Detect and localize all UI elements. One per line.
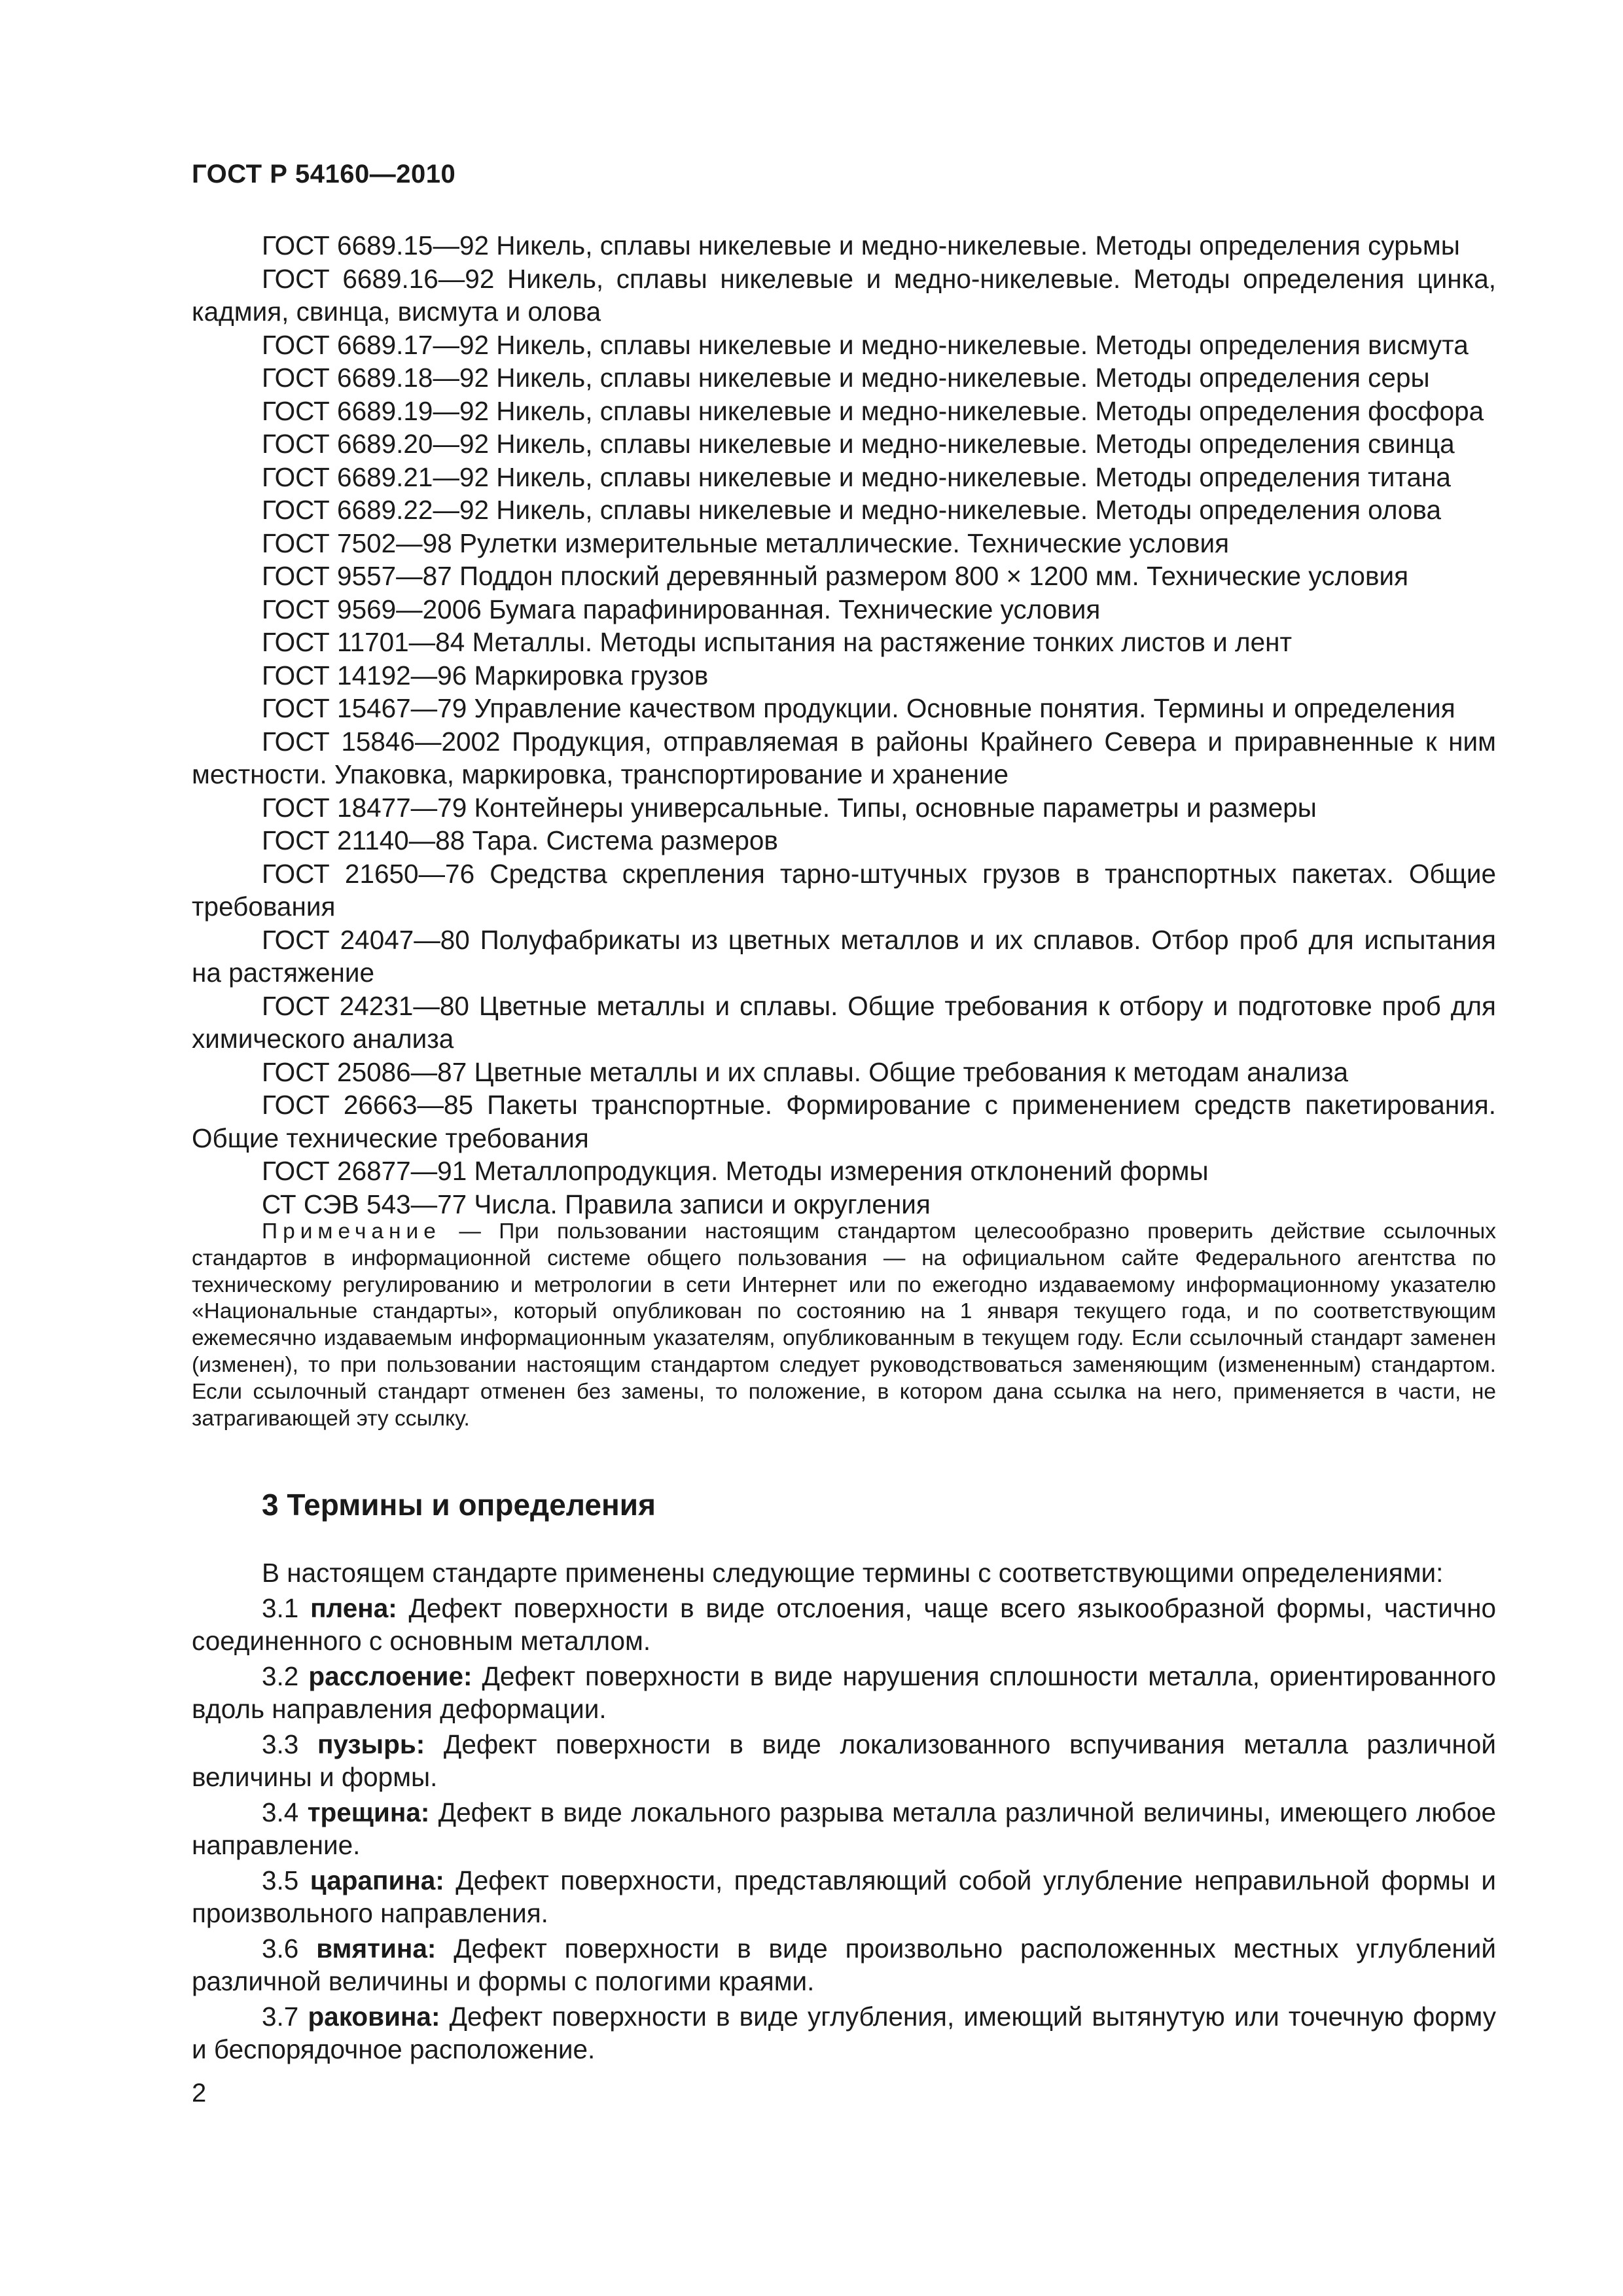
- term-definition: Дефект поверхности в виде углубления, имеющий вытянутую или точечную форму и беспорядочное расположение.: [192, 2001, 1496, 2064]
- reference-item: ГОСТ 9569—2006 Бумага парафинированная. Технические условия: [262, 594, 1101, 624]
- reference-item: ГОСТ 24047—80 Полуфабрикаты из цветных металлов и их сплавов. Отбор проб для испытания на растяжение: [192, 924, 1496, 988]
- references-note: [192, 1219, 1496, 1432]
- term-number: 3.1: [262, 1592, 299, 1623]
- term-number: 3.3: [262, 1729, 299, 1759]
- term-definition: Дефект поверхности в виде произвольно расположенных местных углублений различной величины и формы с пологими краями.: [192, 1933, 1496, 1996]
- standard-designation-header: ГОСТ Р 54160—2010: [192, 160, 456, 188]
- reference-item: ГОСТ 6689.19—92 Никель, сплавы никелевые и медно-никелевые. Методы определения фосфора: [262, 395, 1484, 426]
- term-definition: Дефект поверхности, представляющий собой углубление неправильной формы и произвольного направления.: [192, 1865, 1496, 1928]
- reference-item: ГОСТ 6689.21—92 Никель, сплавы никелевые и медно-никелевые. Методы определения титана: [262, 461, 1451, 492]
- term-number: 3.4: [262, 1797, 299, 1827]
- term-name: пузырь:: [317, 1729, 425, 1759]
- reference-item: ГОСТ 26877—91 Металлопродукция. Методы измерения отклонений формы: [262, 1156, 1209, 1186]
- reference-item: СТ СЭВ 543—77 Числа. Правила записи и округления: [262, 1189, 931, 1219]
- note-text: — При пользовании настоящим стандартом целесообразно проверить действие ссылочных стандартов в информационной системе общего пользования — на официальном сайте Федерального агентства по техническому регулированию и метрологии в сети Интернет или по ежегодно издаваемому информационному указателю «Национальные стандарты», который опубликован по состоянию на 1 января текущего года, и по соответствующим ежемесячно издаваемым информационным указателям, опубликованным в текущем году. Если ссылочный стандарт заменен (изменен), то при пользовании настоящим стандартом следует руководствоваться заменяющим (измененным) стандартом. Если ссылочный стандарт отменен без замены, то положение, в котором дана ссылка на него, применяется в части, не затрагивающей эту ссылку.: [192, 1219, 1496, 1431]
- reference-item: ГОСТ 6689.16—92 Никель, сплавы никелевые и медно-никелевые. Методы определения цинка, кадмия, свинца, висмута и олова: [192, 263, 1496, 327]
- term-number: 3.6: [262, 1933, 299, 1964]
- term-name: раковина:: [308, 2001, 440, 2032]
- term-definition: Дефект поверхности в виде нарушения сплошности металла, ориентированного вдоль направления деформации.: [192, 1660, 1496, 1724]
- term-definition: Дефект поверхности в виде отслоения, чаще всего языкообразной формы, частично соединенного с основным металлом.: [192, 1592, 1496, 1656]
- reference-item: ГОСТ 6689.17—92 Никель, сплавы никелевые и медно-никелевые. Методы определения висмута: [262, 329, 1469, 360]
- term-definition: Дефект в виде локального разрыва металла различной величины, имеющего любое направление.: [192, 1797, 1496, 1860]
- reference-item: ГОСТ 21650—76 Средства скрепления тарно-штучных грузов в транспортных пакетах. Общие требования: [192, 858, 1496, 922]
- term-number: 3.7: [262, 2001, 299, 2032]
- reference-item: ГОСТ 26663—85 Пакеты транспортные. Формирование с применением средств пакетирования. Общие технические требования: [192, 1090, 1496, 1153]
- reference-item: ГОСТ 6689.20—92 Никель, сплавы никелевые и медно-никелевые. Методы определения свинца: [262, 429, 1455, 459]
- reference-item: ГОСТ 18477—79 Контейнеры универсальные. Типы, основные параметры и размеры: [262, 792, 1317, 823]
- note-label: Примечание: [262, 1219, 441, 1244]
- term-entry: [192, 1796, 1496, 1862]
- section-title: 3 Термины и определения: [262, 1488, 656, 1522]
- reference-item: ГОСТ 6689.15—92 Никель, сплавы никелевые и медно-никелевые. Методы определения сурьмы: [262, 230, 1460, 260]
- term-name: плена:: [310, 1592, 397, 1623]
- term-entry: [192, 1728, 1496, 1794]
- term-definition: Дефект поверхности в виде локализованного вспучивания металла различной величины и формы.: [192, 1729, 1496, 1792]
- page-number: 2: [192, 2079, 207, 2108]
- term-entry: [192, 1592, 1496, 1658]
- section-intro: В настоящем стандарте применены следующие термины с соответствующими определениями:: [262, 1558, 1444, 1588]
- reference-item: ГОСТ 11701—84 Металлы. Методы испытания на растяжение тонких листов и лент: [262, 627, 1293, 657]
- reference-item: ГОСТ 6689.22—92 Никель, сплавы никелевые и медно-никелевые. Методы определения олова: [262, 495, 1442, 525]
- reference-item: ГОСТ 6689.18—92 Никель, сплавы никелевые и медно-никелевые. Методы определения серы: [262, 363, 1430, 393]
- term-name: царапина:: [310, 1865, 444, 1895]
- term-entry: [192, 1864, 1496, 1930]
- reference-item: ГОСТ 21140—88 Тара. Система размеров: [262, 825, 778, 855]
- term-number: 3.2: [262, 1660, 299, 1691]
- reference-item: ГОСТ 15846—2002 Продукция, отправляемая в районы Крайнего Севера и приравненные к ним местности. Упаковка, маркировка, транспортирование и хранение: [192, 726, 1496, 789]
- term-number: 3.5: [262, 1865, 299, 1895]
- normative-references-list: [192, 229, 1496, 1221]
- reference-item: ГОСТ 7502—98 Рулетки измерительные металлические. Технические условия: [262, 528, 1230, 558]
- reference-item: ГОСТ 24231—80 Цветные металлы и сплавы. Общие требования к отбору и подготовке проб для химического анализа: [192, 990, 1496, 1054]
- reference-item: ГОСТ 15467—79 Управление качеством продукции. Основные понятия. Термины и определения: [262, 693, 1455, 723]
- term-name: трещина:: [307, 1797, 430, 1827]
- terms-list: [192, 1556, 1496, 2068]
- reference-item: ГОСТ 9557—87 Поддон плоский деревянный размером 800 × 1200 мм. Технические условия: [262, 561, 1409, 591]
- term-name: вмятина:: [316, 1933, 437, 1964]
- term-entry: [192, 1660, 1496, 1726]
- reference-item: ГОСТ 25086—87 Цветные металлы и их сплавы. Общие требования к методам анализа: [262, 1056, 1348, 1087]
- term-name: расслоение:: [308, 1660, 473, 1691]
- term-entry: [192, 2000, 1496, 2066]
- term-entry: [192, 1932, 1496, 1998]
- reference-item: ГОСТ 14192—96 Маркировка грузов: [262, 660, 709, 691]
